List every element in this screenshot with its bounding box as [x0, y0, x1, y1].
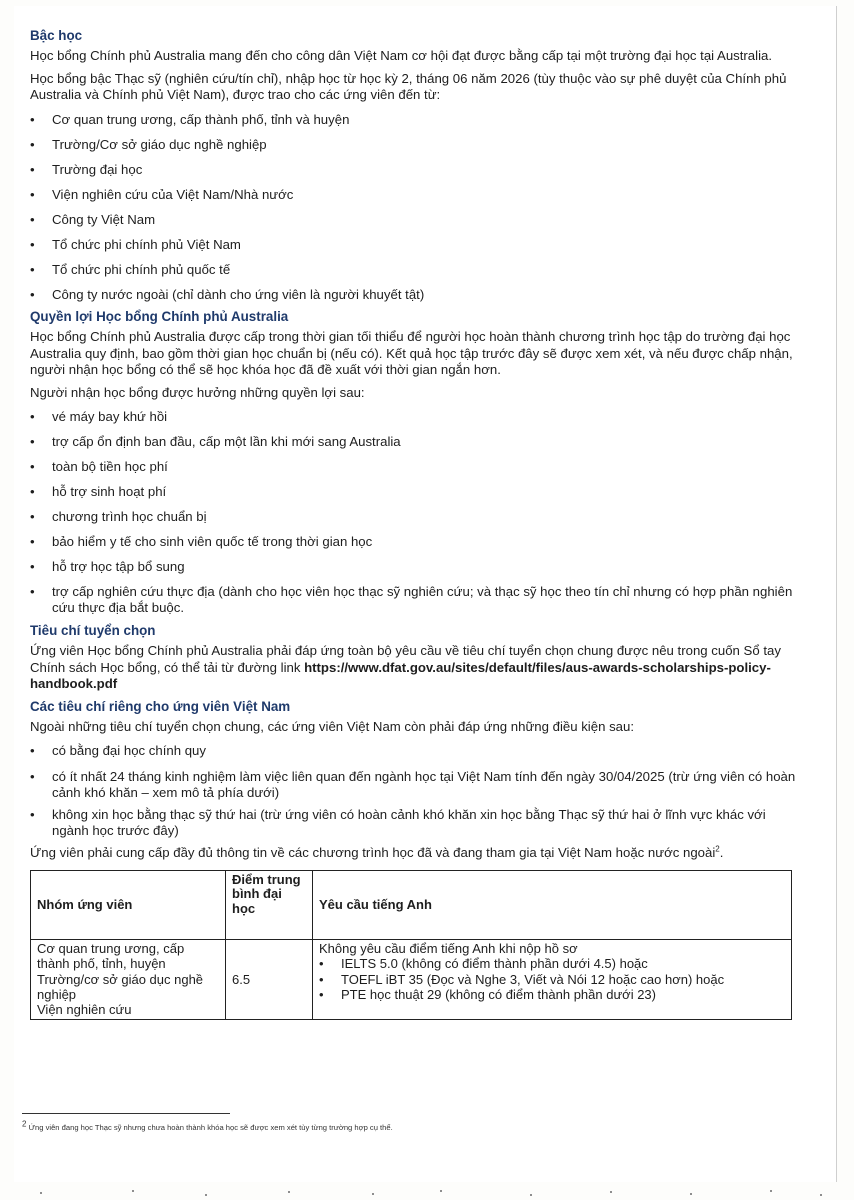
bullet-icon: •: [30, 186, 35, 202]
bullet-icon: •: [30, 434, 35, 450]
paragraph: Ứng viên Học bổng Chính phủ Australia phải đáp ứng toàn bộ yêu cầu về tiêu chí tuyển chọn chung được nêu trong cuốn Sổ tay Chính sách Học bổng, có thể tải từ đường link https://www.dfat.gov.au/sites/default/files/aus-awards-scholarships-policy-handbook.pdf: [30, 643, 781, 692]
group-name: Viện nghiên cứu: [37, 1002, 132, 1018]
section-title-bac-hoc: Bậc học: [30, 28, 83, 43]
english-option: • IELTS 5.0 (không có điểm thành phần dưới 4.5) hoặc: [319, 956, 648, 972]
bullet-icon: •: [30, 136, 35, 152]
list-item: • Công ty Việt Nam: [30, 211, 156, 227]
paragraph: Người nhận học bổng được hưởng những quyền lợi sau:: [30, 384, 365, 400]
footnote-divider: [22, 1113, 230, 1114]
table-row: [31, 939, 792, 1019]
list-item: • chương trình học chuẩn bị: [30, 509, 207, 525]
bullet-icon: •: [30, 161, 35, 177]
list-item: • Tổ chức phi chính phủ Việt Nam: [30, 236, 241, 252]
bullet-icon: •: [30, 286, 35, 302]
bullet-icon: •: [319, 956, 324, 972]
bullet-icon: •: [30, 509, 35, 525]
bullet-icon: •: [30, 534, 35, 550]
column-header: Nhóm ứng viên: [31, 870, 226, 939]
section-title-tieu-chi: Tiêu chí tuyển chọn: [30, 622, 156, 638]
list-item: • Công ty nước ngoài (chỉ dành cho ứng viên là người khuyết tật): [30, 286, 425, 302]
column-header: Yêu cầu tiếng Anh: [313, 870, 792, 939]
bullet-icon: •: [30, 743, 35, 759]
list-item: • hỗ trợ học tập bổ sung: [30, 559, 185, 575]
footnote: $^2$ Ứng viên đang học Thạc sỹ nhưng chưa hoàn thành khóa học sẽ được xem xét tùy từng trường hợp cụ thể.: [22, 1119, 393, 1132]
list-item: • không xin học bằng thạc sỹ thứ hai (trừ ứng viên có hoàn cảnh khó khăn xin học bằng Thạc sỹ thứ hai ở lĩnh vực khác với ngành học trước đây): [30, 806, 766, 838]
gpa-cell: 6.5: [226, 939, 313, 1019]
bullet-icon: •: [30, 768, 35, 784]
english-requirement-cell: [313, 939, 792, 1019]
section-title-tieu-chi-rieng: Các tiêu chí riêng cho ứng viên Việt Nam: [30, 698, 291, 714]
bullet-icon: •: [30, 261, 35, 277]
list-item: • bảo hiểm y tế cho sinh viên quốc tế trong thời gian học: [30, 534, 373, 550]
list-item: • Trường/Cơ sở giáo dục nghề nghiệp: [30, 136, 267, 152]
english-option: • PTE học thuật 29 (không có điểm thành phần dưới 23): [319, 986, 656, 1002]
policy-handbook-link[interactable]: https://www.dfat.gov.au/sites/default/files/aus-awards-scholarships-policy-handbook.pdf: [30, 659, 771, 692]
section-title-quyen-loi: Quyền lợi Học bổng Chính phủ Australia: [30, 309, 289, 325]
bullet-icon: •: [30, 584, 35, 600]
list-item: • Viện nghiên cứu của Việt Nam/Nhà nước: [30, 186, 294, 202]
english-intro: Không yêu cầu điểm tiếng Anh khi nộp hồ sơ: [319, 940, 578, 956]
paragraph: Học bổng bậc Thạc sỹ (nghiên cứu/tín chỉ), nhập học từ học kỳ 2, tháng 06 năm 2026 (tùy thuộc vào sự phê duyệt của Chính phủ Australia và Chính phủ Việt Nam), được trao cho các ứng viên đến từ:: [30, 70, 787, 103]
list-item: • có bằng đại học chính quy: [30, 743, 206, 759]
bullet-icon: •: [30, 459, 35, 475]
list-item: • Tổ chức phi chính phủ quốc tế: [30, 261, 231, 277]
english-option: • TOEFL iBT 35 (Đọc và Nghe 3, Viết và Nói 12 hoặc cao hơn) hoặc: [319, 971, 725, 987]
paragraph: Ngoài những tiêu chí tuyển chọn chung, các ứng viên Việt Nam còn phải đáp ứng những điều kiện sau:: [30, 718, 634, 734]
list-item: • hỗ trợ sinh hoạt phí: [30, 484, 167, 500]
footnote-ref: 2: [715, 844, 720, 854]
bullet-icon: •: [30, 409, 35, 425]
document-content: [30, 28, 800, 1020]
list-item: • Cơ quan trung ương, cấp thành phố, tỉnh và huyện: [30, 111, 350, 127]
group-name: Cơ quan trung ương, cấp thành phố, tỉnh, huyện: [37, 940, 185, 972]
paragraph: Học bổng Chính phủ Australia mang đến cho công dân Việt Nam cơ hội đạt được bằng cấp tại một trường đại học tại Australia.: [30, 48, 772, 64]
list-item: • có ít nhất 24 tháng kinh nghiệm làm việc liên quan đến ngành học tại Việt Nam tính đến ngày 30/04/2025 (trừ ứng viên có hoàn cảnh khó khăn – xem mô tả phía dưới): [30, 768, 796, 801]
benefits-list: [30, 409, 800, 617]
bullet-icon: •: [30, 806, 35, 822]
bullet-icon: •: [319, 971, 324, 987]
group-name: Trường/cơ sở giáo dục nghề nghiệp: [37, 971, 204, 1002]
paragraph: Học bổng Chính phủ Australia được cấp trong thời gian tối thiểu để người học hoàn thành chương trình học tập do trường đại học Australia quy định, bao gồm thời gian học chuẩn bị (nếu có). Kết quả học tập trước đây sẽ được xem xét, và nếu được chấp nhận, người nhận học bổng có thể sẽ học khóa học đã đề xuất với thời gian ngắn hơn.: [30, 329, 793, 378]
bullet-icon: •: [30, 559, 35, 575]
list-item: • trợ cấp nghiên cứu thực địa (dành cho học viên học thạc sỹ nghiên cứu; và thạc sỹ học theo tín chỉ nhưng có hợp phần nghiên cứu thực địa bắt buộc.: [30, 584, 793, 616]
list-item: • Trường đại học: [30, 161, 143, 177]
applicant-group-cell: [31, 939, 226, 1019]
table-header-row: [31, 870, 792, 939]
list-item: • toàn bộ tiền học phí: [30, 459, 168, 475]
bullet-icon: •: [319, 986, 324, 1002]
vietnam-criteria-list: [30, 743, 800, 839]
bullet-icon: •: [30, 211, 35, 227]
list-item: • trợ cấp ổn định ban đầu, cấp một lần khi mới sang Australia: [30, 434, 401, 450]
requirements-table: [30, 870, 792, 1020]
column-header: Điểm trung bình đại học: [226, 870, 313, 939]
bullet-icon: •: [30, 236, 35, 252]
bullet-icon: •: [30, 111, 35, 127]
paragraph: Ứng viên phải cung cấp đầy đủ thông tin về các chương trình học đã và đang tham gia tại Việt Nam hoặc nước ngoài$^2$.: [30, 844, 724, 861]
applicant-source-list: [30, 112, 800, 303]
bullet-icon: •: [30, 484, 35, 500]
list-item: • vé máy bay khứ hồi: [30, 409, 168, 425]
